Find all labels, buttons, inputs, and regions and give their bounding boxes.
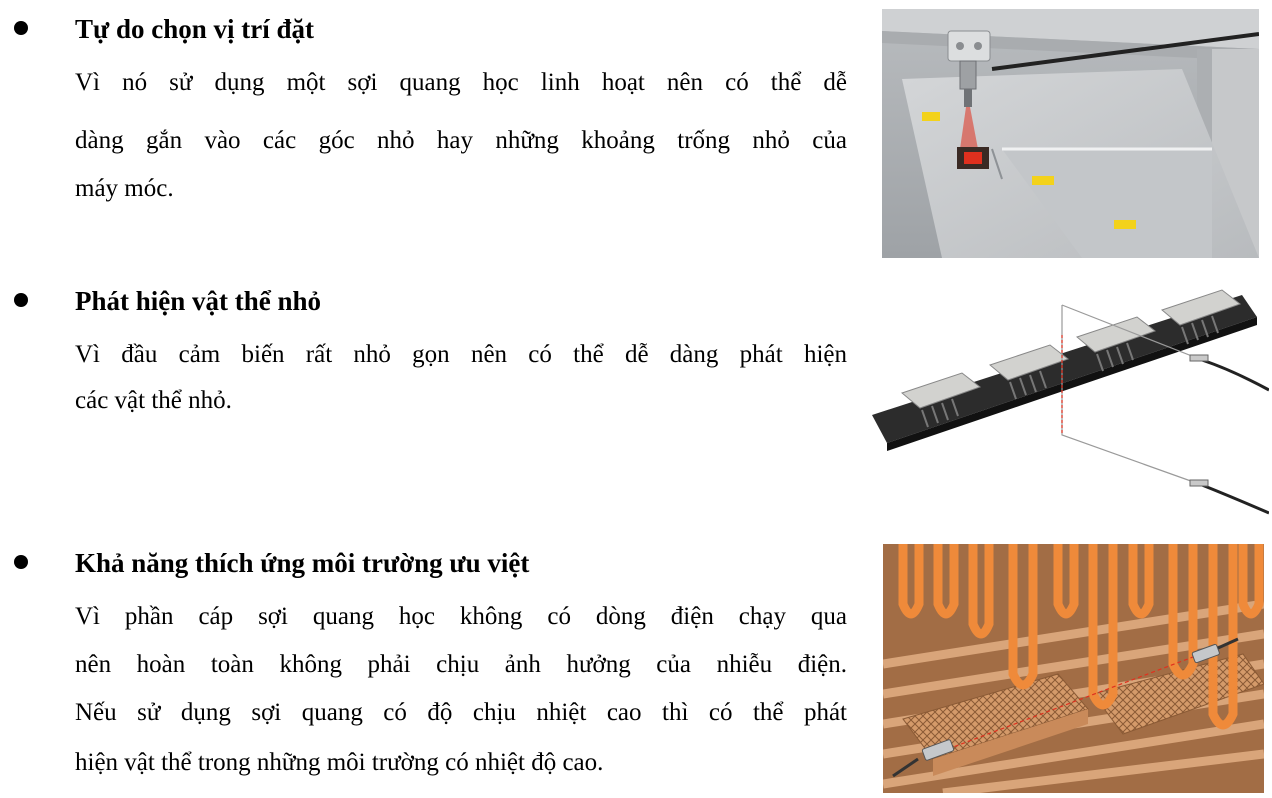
feature-text-line: các vật thể nhỏ.	[75, 387, 232, 414]
feature-title: Tự do chọn vị trí đặt	[75, 14, 314, 44]
feature-text-line: dàng gắn vào các góc nhỏ hay những khoảng trống nhỏ của	[75, 127, 847, 154]
feature-text-line: nên hoàn toàn không phải chịu ảnh hưởng của nhiễu điện.	[75, 651, 847, 678]
sensor-mounting-illustration	[882, 9, 1259, 258]
high-temperature-environment-illustration	[883, 544, 1264, 793]
feature-text-line: Vì đầu cảm biến rất nhỏ gọn nên có thể dễ dàng phát hiện	[75, 341, 847, 368]
feature-title: Khả năng thích ứng môi trường ưu việt	[75, 548, 530, 578]
bullet-icon	[14, 21, 28, 35]
feature-text-line: Vì nó sử dụng một sợi quang học linh hoạt nên có thể dễ	[75, 69, 847, 96]
feature-text-line: Vì phần cáp sợi quang học không có dòng điện chạy qua	[75, 603, 847, 630]
bullet-icon	[14, 555, 28, 569]
bullet-icon	[14, 293, 28, 307]
feature-text-line: máy móc.	[75, 175, 174, 202]
feature-title: Phát hiện vật thể nhỏ	[75, 286, 322, 316]
small-object-detection-illustration	[872, 275, 1269, 520]
feature-text-line: Nếu sử dụng sợi quang có độ chịu nhiệt cao thì có thể phát	[75, 699, 847, 726]
feature-text-line: hiện vật thể trong những môi trường có nhiệt độ cao.	[75, 749, 604, 776]
